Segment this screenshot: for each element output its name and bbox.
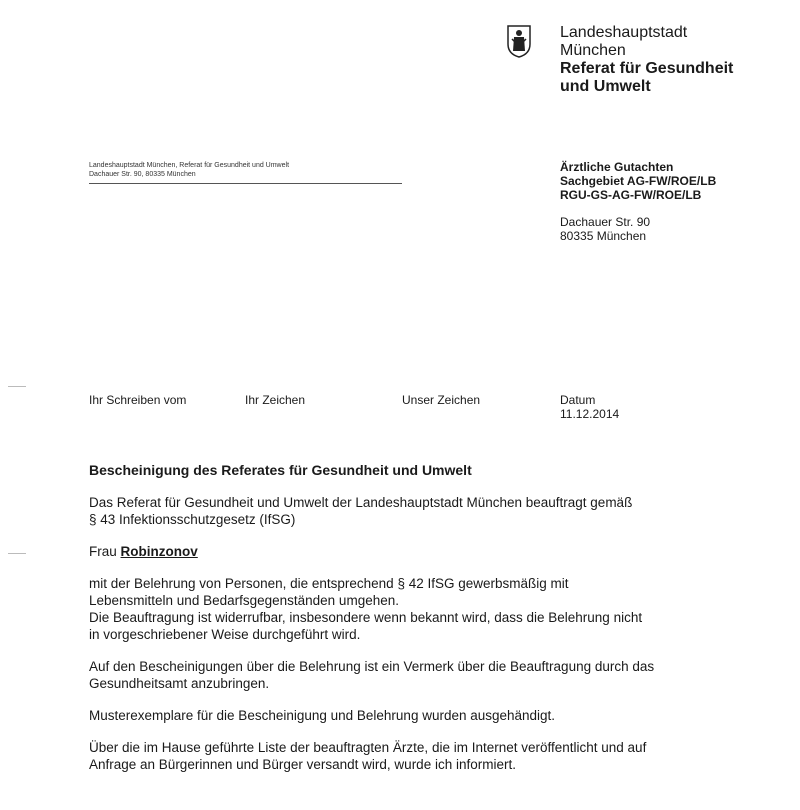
letterhead-dept-line-2: und Umwelt bbox=[560, 78, 651, 95]
address-street: Dachauer Str. 90 bbox=[560, 215, 651, 229]
address-city: 80335 München bbox=[560, 229, 647, 243]
letterhead bbox=[560, 24, 733, 96]
paragraph-4: Musterexemplare für die Bescheinigung und Belehrung wurden ausgehändigt. bbox=[89, 708, 556, 723]
recipient-name: Robinzonov bbox=[120, 544, 198, 559]
letterhead-dept-line: Referat für Gesundheit bbox=[560, 60, 734, 77]
letterhead-city-name: München bbox=[560, 42, 626, 59]
department-section: Sachgebiet AG-FW/ROE/LB bbox=[560, 174, 717, 188]
return-address bbox=[89, 162, 289, 179]
paragraph-2-line-1: mit der Belehrung von Personen, die entsprechend § 42 IfSG gewerbsmäßig mit bbox=[89, 576, 569, 591]
salutation: Frau bbox=[89, 544, 117, 559]
punch-mark bbox=[8, 553, 26, 554]
paragraph-2-line-2: Lebensmitteln und Bedarfsgegenständen umgehen. bbox=[89, 593, 399, 608]
date-label: Datum bbox=[560, 393, 596, 407]
recipient-line bbox=[89, 543, 729, 560]
your-letter-label: Ihr Schreiben vom bbox=[89, 393, 187, 407]
paragraph-5-line-2: Anfrage an Bürgerinnen und Bürger versandt wird, wurde ich informiert. bbox=[89, 757, 516, 772]
paragraph-2-line-4: in vorgeschriebener Weise durchgeführt wird. bbox=[89, 627, 361, 642]
fold-mark bbox=[8, 386, 26, 387]
return-address-divider bbox=[89, 183, 402, 184]
paragraph-3-line-2: Gesundheitsamt anzubringen. bbox=[89, 676, 270, 691]
date-value: 11.12.2014 bbox=[560, 407, 620, 421]
your-ref-label: Ihr Zeichen bbox=[245, 393, 306, 407]
department-name: Ärztliche Gutachten bbox=[560, 160, 674, 174]
paragraph-2-line-3: Die Beauftragung ist widerrufbar, insbesondere wenn bekannt wird, dass die Belehrung nicht bbox=[89, 610, 643, 625]
paragraph-1-line-2: § 43 Infektionsschutzgesetz (IfSG) bbox=[89, 512, 296, 527]
department-address bbox=[560, 215, 650, 243]
return-address-line-1: Landeshauptstadt München, Referat für Gesundheit und Umwelt bbox=[89, 162, 290, 169]
department-block bbox=[560, 160, 716, 202]
paragraph-1-line-1: Das Referat für Gesundheit und Umwelt der Landeshauptstadt München beauftragt gemäß bbox=[89, 495, 633, 510]
letter-heading: Bescheinigung des Referates für Gesundheit und Umwelt bbox=[89, 462, 472, 478]
paragraph-3-line-1: Auf den Bescheinigungen über die Belehrung ist ein Vermerk über die Beauftragung durch das bbox=[89, 659, 655, 674]
return-address-line-2: Dachauer Str. 90, 80335 München bbox=[89, 170, 196, 178]
letterhead-city-line: Landeshauptstadt bbox=[560, 24, 688, 41]
paragraph-5-line-1: Über die im Hause geführte Liste der beauftragten Ärzte, die im Internet veröffentlicht und auf bbox=[89, 740, 647, 755]
munich-crest-icon bbox=[506, 24, 532, 58]
letter-body bbox=[89, 462, 729, 773]
our-ref-label: Unser Zeichen bbox=[402, 393, 481, 407]
department-code: RGU-GS-AG-FW/ROE/LB bbox=[560, 188, 702, 202]
